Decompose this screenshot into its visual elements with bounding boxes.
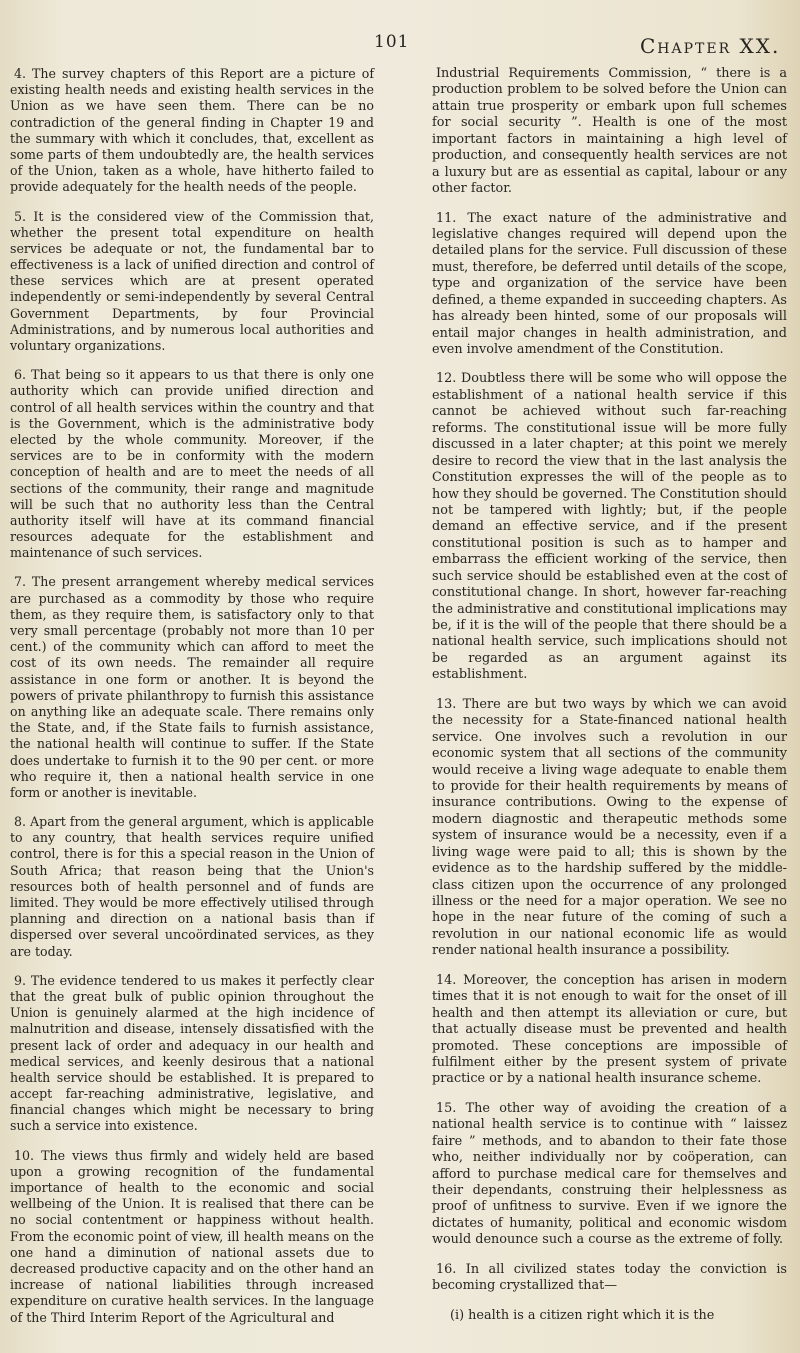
paragraph-4: 4. The survey chapters of this Report are a picture of existing health needs and existing health services in the Union as we have seen them. There can be no contradiction of the general finding in Chapter 19 and the summary with which it concludes, that, excellent as some parts of them undoubtedly are, the health services of the Union, taken as a whole, have hitherto failed to provide adequately for the health needs of the people. <box>10 66 374 195</box>
paragraph-10: 10. The views thus firmly and widely held are based upon a growing recognition of the fundamental importance of health to the economic and social wellbeing of the Union. It is realised that there can be no social contentment or happiness without health. From the economic point of view, ill health means on the one hand a diminution of national assets due to decreased productive capacity and on the other hand an increase of national liabilities through increased expenditure on curative health services. In the language of the Third Interim Report of the Agricultural and <box>10 1147 374 1325</box>
paragraph-10-continued: Industrial Requirements Commission, “ there is a production problem to be solved before the Union can attain true prosperity or embark upon full schemes for social security ”. Health is one of the most important factors in maintaining a high level of production, and consequently health services are not a luxury but are as essential as capital, labour or any other factor. <box>432 66 787 197</box>
paragraph-11: 11. The exact nature of the administrative and legislative changes required will depend upon the detailed plans for the service. Full discussion of these must, therefore, be deferred until details of the scope, type and organization of the service have been defined, a theme expanded in succeeding chapters. As has already been hinted, some of our proposals will entail major changes in health administration, and even involve amendment of the Constitution. <box>432 210 787 357</box>
paragraph-9: 9. The evidence tendered to us makes it perfectly clear that the great bulk of public opinion throughout the Union is genuinely alarmed at the high incidence of malnutrition and disease, intensely dissatisfied with the present lack of order and adequacy in our health and medical services, and keenly desirous that a national health service should be established. It is prepared to accept far-reaching administrative, legislative, and financial changes which might be necessary to bring such a service into existence. <box>10 972 374 1134</box>
paragraph-6: 6. That being so it appears to us that there is only one authority which can provide unified direction and control of all health services within the country and that is the Government, which is the administrative body elected by the whole community. Moreover, if the services are to be in conformity with the modern conception of health and are to meet the needs of all sections of the community, their range and magnitude will be such that no authority less than the Central authority itself will have at its command financial resources adequate for the establishment and maintenance of such services. <box>10 367 374 561</box>
chapter-heading: Chapter XX. <box>640 34 781 58</box>
paragraph-12: 12. Doubtless there will be some who will oppose the establishment of a national health service if this cannot be achieved without such far-reaching reforms. The constitutional issue will be more fully discussed in a later chapter; at this point we merely desire to record the view that in the last analysis the Constitution expresses the will of the people as to how they should be governed. The Constitution should not be tampered with lightly; but, if the people demand an effective service, and if the present constitutional position is such as to hamper and embarrass the efficient working of the service, then such service should be established even at the cost of constitutional change. In short, however far-reaching the administrative and constitutional implications may be, if it is the will of the people that there should be a national health service, such implications should not be regarded as an argument against its establishment. <box>432 371 787 683</box>
paragraph-15: 15. The other way of avoiding the creation of a national health service is to continue with “ laissez faire ” methods, and to abandon to their fate those who, neither individually nor by coöperation, can afford to purchase medical care for themselves and their dependants, construing their helplessness as proof of unfitness to survive. Even if we ignore the dictates of humanity, political and economic wisdom would denounce such a course as the extreme of folly. <box>432 1100 787 1248</box>
paragraph-16: 16. In all civilized states today the conviction is becoming crystallized that— <box>432 1261 787 1294</box>
left-column <box>10 66 374 1339</box>
right-column <box>432 66 787 1337</box>
paragraph-14: 14. Moreover, the conception has arisen in modern times that it is not enough to wait for the onset of ill health and then attempt its alleviation or cure, but that actually disease must be prevented and health promoted. These conceptions are impossible of fulfilment either by the present system of private practice or by a national health insurance scheme. <box>432 972 787 1087</box>
paragraph-13: 13. There are but two ways by which we can avoid the necessity for a State-financed national health service. One involves such a revolution in our economic system that all sections of the community would receive a living wage adequate to enable them to provide for their health requirements by means of insurance contributions. Owing to the expense of modern diagnostic and therapeutic methods some system of insurance would be a necessity, even if a living wage were paid to all; this is shown by the evidence as to the hardship suffered by the middle-class citizen upon the occurrence of any prolonged illness or the need for a major operation. We see no hope in the near future of the coming of such a revolution in our national economic life as would render national health insurance a possibility. <box>432 696 787 959</box>
paragraph-16-item-i: (i) health is a citizen right which it is the <box>450 1307 715 1323</box>
paragraph-8: 8. Apart from the general argument, which is applicable to any country, that health services require unified control, there is for this a special reason in the Union of South Africa; that reason being that the Union's resources both of health personnel and of funds are limited. They would be more effectively utilised through planning and direction on a national basis than if dispersed over several uncoördinated services, as they are today. <box>10 814 374 959</box>
page-header <box>0 22 800 62</box>
paragraph-5: 5. It is the considered view of the Commission that, whether the present total expenditure on health services be adequate or not, the fundamental bar to effectiveness is a lack of unified direction and control of these services which are at present operated independently or semi-independently by several Central Government Departments, by four Provincial Administrations, and by numerous local authorities and voluntary organizations. <box>10 208 374 353</box>
paragraph-7: 7. The present arrangement whereby medical services are purchased as a commodity by those who require them, as they require them, is satisfactory only to that very small percentage (probably not more than 10 per cent.) of the community which can afford to meet the cost of its own needs. The remainder all require assistance in one form or another. It is beyond the powers of private philanthropy to furnish this assistance on anything like an adequate scale. There remains only the State, and, if the State fails to furnish assistance, the national health will continue to suffer. If the State does undertake to furnish it to the 90 per cent. or more who require it, then a national health service in one form or another is inevitable. <box>10 574 374 800</box>
page-number: 101 <box>374 32 410 52</box>
